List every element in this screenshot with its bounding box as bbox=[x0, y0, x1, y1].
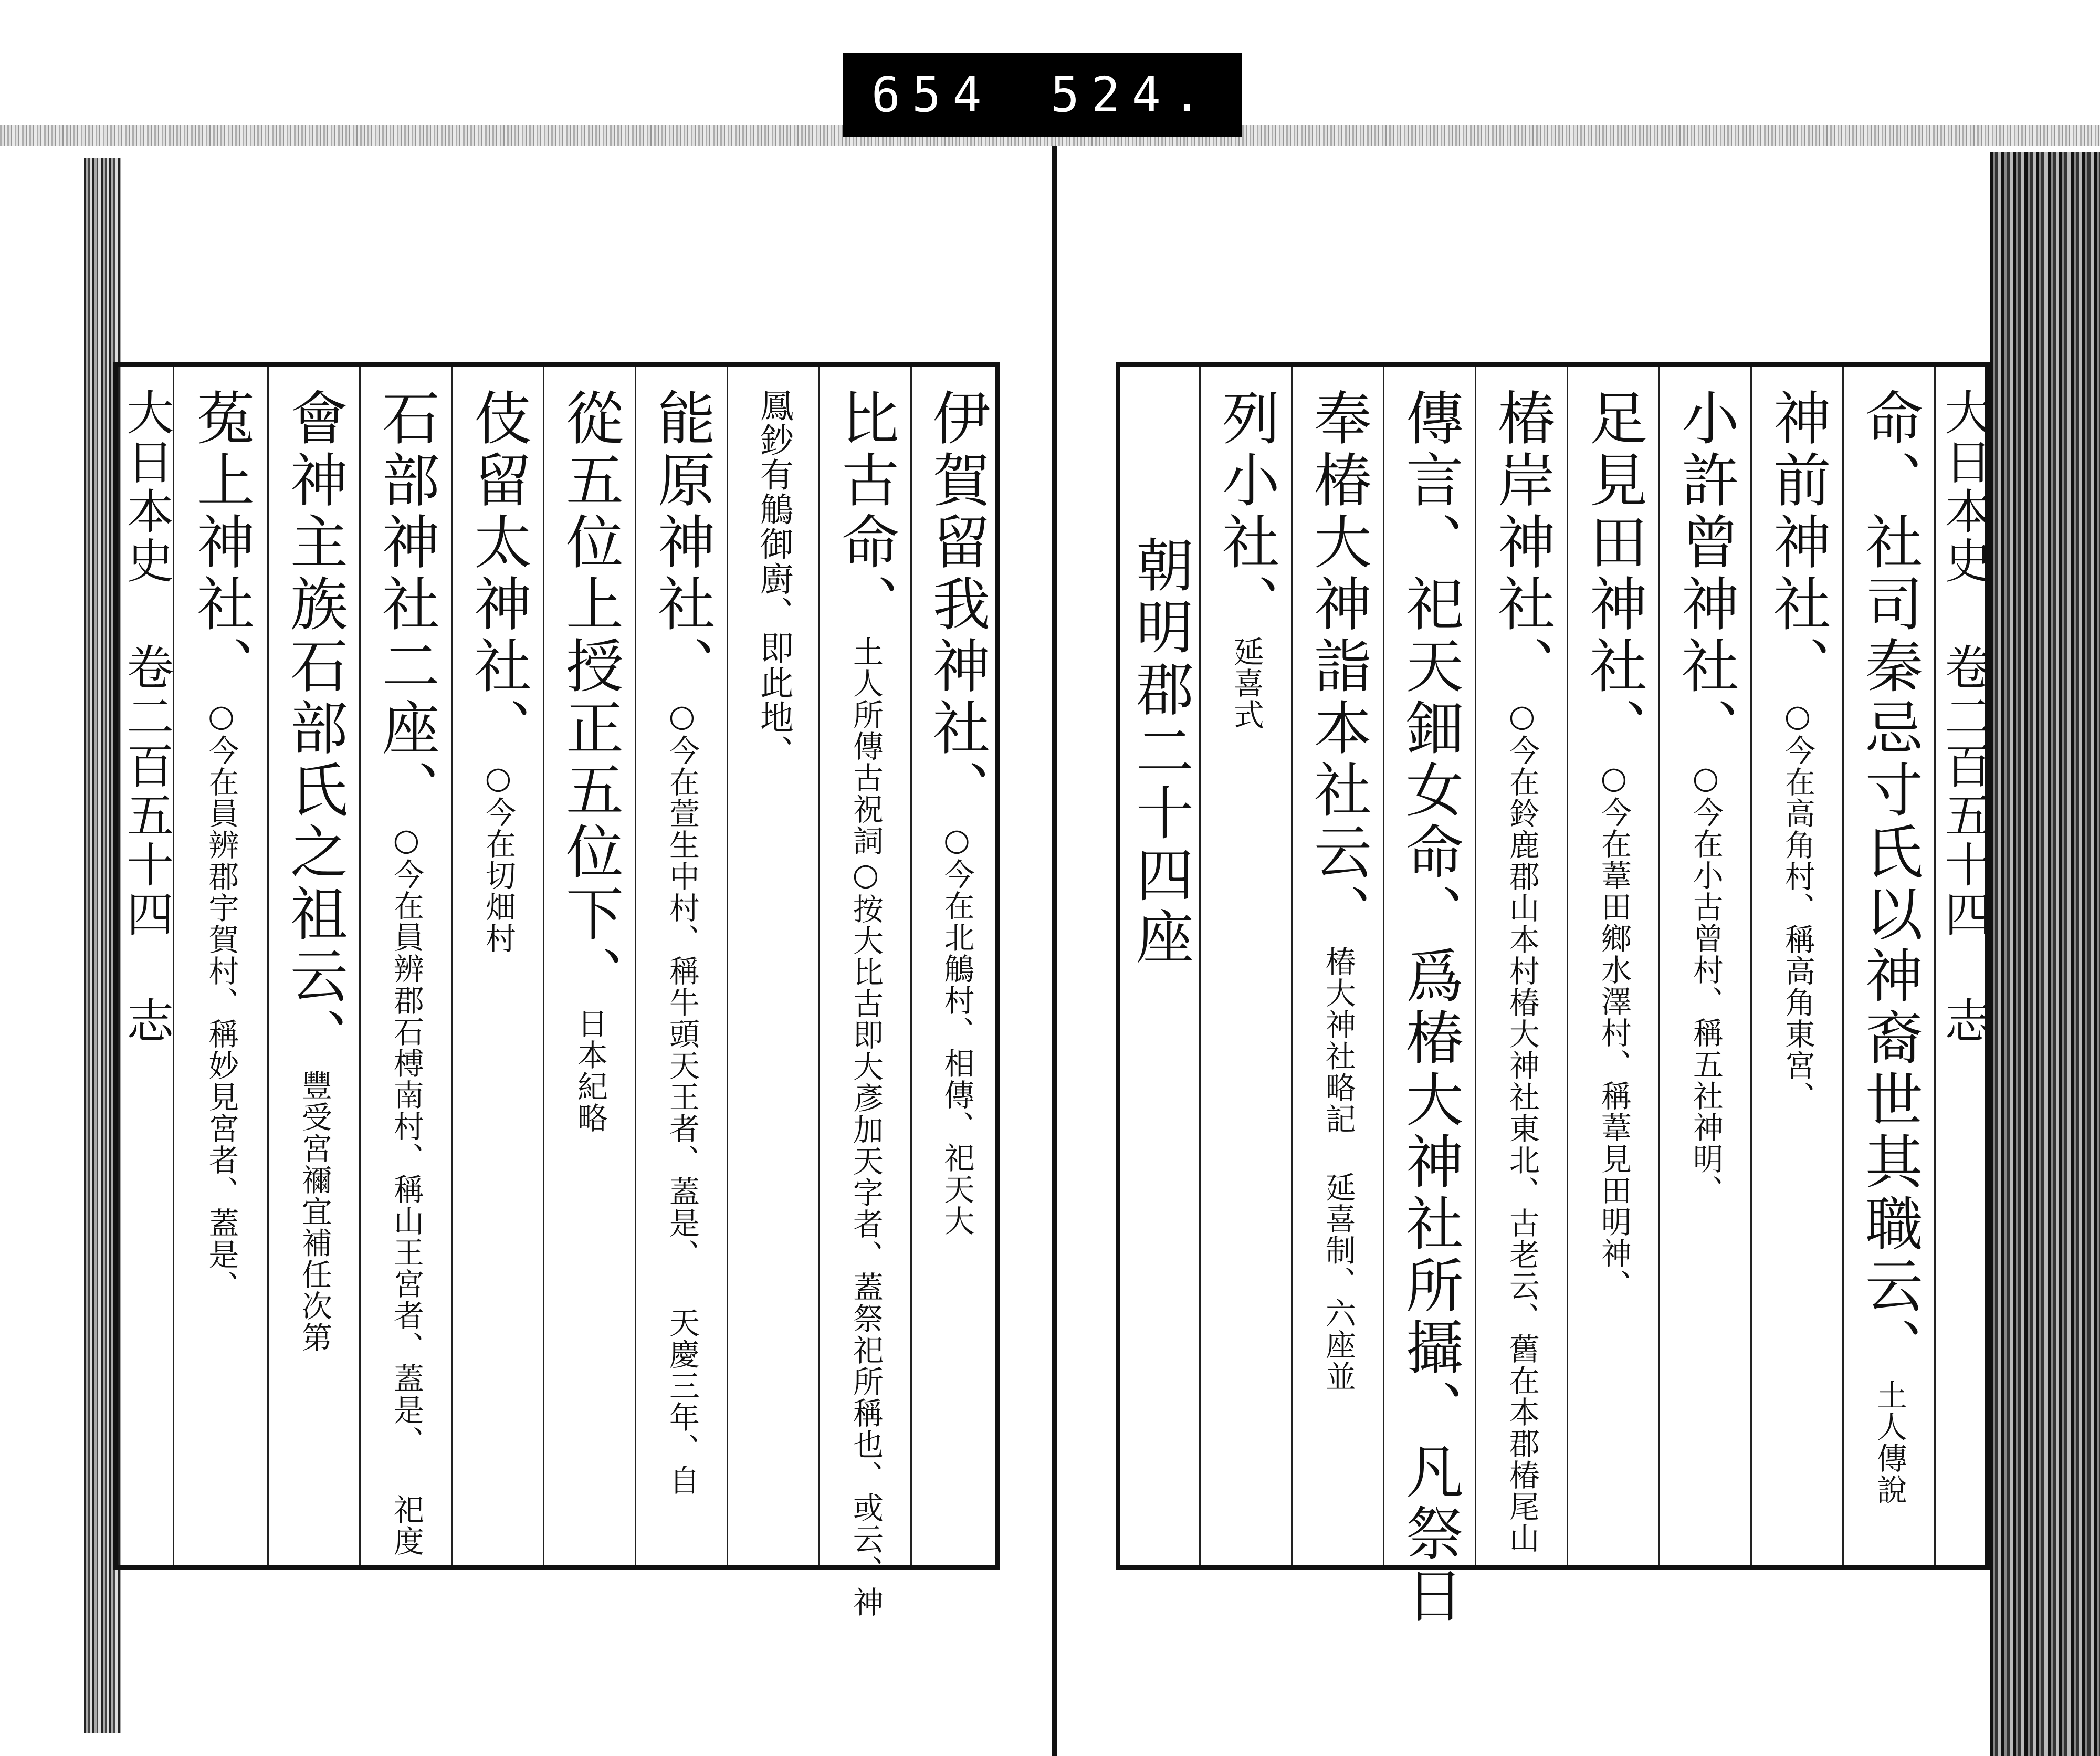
column-note-text: ○今在高角村、稱高角東宮、 bbox=[1779, 698, 1815, 1113]
right-page-edge bbox=[1990, 152, 2100, 1756]
archive-number-label bbox=[843, 53, 1242, 137]
column-main-text: 比古命、 bbox=[832, 388, 899, 636]
column-note-text: 椿大神社略記 延喜制、六座並 bbox=[1320, 946, 1356, 1392]
column-main-text: 菟上神社、 bbox=[187, 388, 255, 698]
column-main-text: 石部神社二座、 bbox=[372, 388, 440, 822]
column-main-text: 椿岸神社、 bbox=[1488, 388, 1556, 698]
column-note-text: ○今在員辨郡石榑南村、稱山王宮者、蓋是、 祀度 bbox=[388, 822, 424, 1557]
right-page-frame bbox=[1116, 362, 1992, 1627]
column-note-text: ○今在員辨郡宇賀村、稱妙見宮者、蓋是、 bbox=[203, 698, 239, 1302]
right-col-2 bbox=[1750, 367, 1842, 1565]
column-note-text: ○今在北鵤村、相傳、祀天大 bbox=[939, 822, 975, 1237]
right-col-5 bbox=[1475, 367, 1567, 1565]
column-note-text: ○今在鈴鹿郡山本村椿大神社東北、古老云、舊在本郡椿尾山 bbox=[1504, 698, 1540, 1554]
column-main-text: 命、社司秦忌寸氏以神裔世其職云、 bbox=[1855, 388, 1923, 1379]
left-col-2 bbox=[818, 367, 910, 1618]
left-col-3 bbox=[727, 367, 818, 1565]
banner-title: 大日本史 卷二百五十四 志 bbox=[1936, 388, 1992, 1046]
right-col-7 bbox=[1291, 367, 1383, 1565]
right-col-1 bbox=[1842, 367, 1934, 1565]
column-main-text: 足見田神社、 bbox=[1580, 388, 1647, 760]
column-main-text: 神前神社、 bbox=[1763, 388, 1831, 698]
left-col-4 bbox=[635, 367, 727, 1565]
right-page-banner bbox=[1934, 367, 1992, 1565]
left-col-9 bbox=[173, 367, 267, 1565]
column-main-text: 伎留太神社、 bbox=[464, 388, 532, 760]
right-col-6 bbox=[1383, 367, 1475, 1627]
left-page-banner bbox=[118, 367, 173, 1565]
column-main-text: 傳言、祀天鈿女命、爲椿大神社所攝、凡祭日 bbox=[1396, 388, 1464, 1627]
column-note-text: 豐受宮禰宜補任次第 bbox=[296, 1070, 332, 1353]
right-col-9 bbox=[1120, 367, 1199, 1565]
right-col-3 bbox=[1658, 367, 1750, 1565]
column-main-text: 列小社、 bbox=[1212, 388, 1280, 636]
column-note-text: 日本紀略 bbox=[572, 1008, 608, 1134]
column-note-text: 延喜式 bbox=[1228, 636, 1264, 730]
column-main-text: 能原神社、 bbox=[648, 388, 716, 698]
left-col-6 bbox=[451, 367, 543, 1565]
left-col-5 bbox=[543, 367, 635, 1565]
column-note-text: ○今在切畑村 bbox=[480, 760, 516, 954]
column-note-text: ○今在葦田鄉水澤村、稱葦見田明神、 bbox=[1595, 760, 1632, 1301]
column-note-text: ○今在萱生中村、稱牛頭天王者、蓋是、 天慶三年、自 bbox=[664, 698, 700, 1496]
column-main-text: 會神主族石部氏之祖云、 bbox=[280, 388, 348, 1070]
column-main-text: 奉椿大神詣本社云、 bbox=[1304, 388, 1372, 946]
district-heading: 朝明郡二十四座 bbox=[1126, 535, 1194, 969]
right-col-4 bbox=[1567, 367, 1658, 1565]
left-page-frame bbox=[113, 362, 1000, 1618]
label-left-number: 654 bbox=[871, 66, 993, 123]
banner-title: 大日本史 卷二百五十四 志 bbox=[118, 388, 174, 1046]
column-main-text: 從五位上授正五位下、 bbox=[556, 388, 624, 1008]
left-col-7 bbox=[359, 367, 451, 1565]
left-col-8 bbox=[267, 367, 359, 1565]
book-spine bbox=[1052, 146, 1057, 1756]
column-note-text: ○今在小古曾村、稱五社神明、 bbox=[1687, 760, 1724, 1206]
label-right-number: 524. bbox=[1050, 66, 1213, 123]
right-col-8 bbox=[1199, 367, 1291, 1565]
left-col-1 bbox=[910, 367, 1001, 1565]
column-note-text: 土人所傳古祝詞○按大比古即大彥加天字者、蓋祭祀所稱也、或云、神 bbox=[847, 636, 884, 1618]
column-main-text: 小許曾神社、 bbox=[1672, 388, 1739, 760]
column-main-text: 伊賀留我神社、 bbox=[923, 388, 991, 822]
column-note-text: 土人傳說 bbox=[1871, 1379, 1907, 1506]
column-note-text: 鳳鈔有鵤御廚、即此地、 bbox=[754, 388, 793, 769]
